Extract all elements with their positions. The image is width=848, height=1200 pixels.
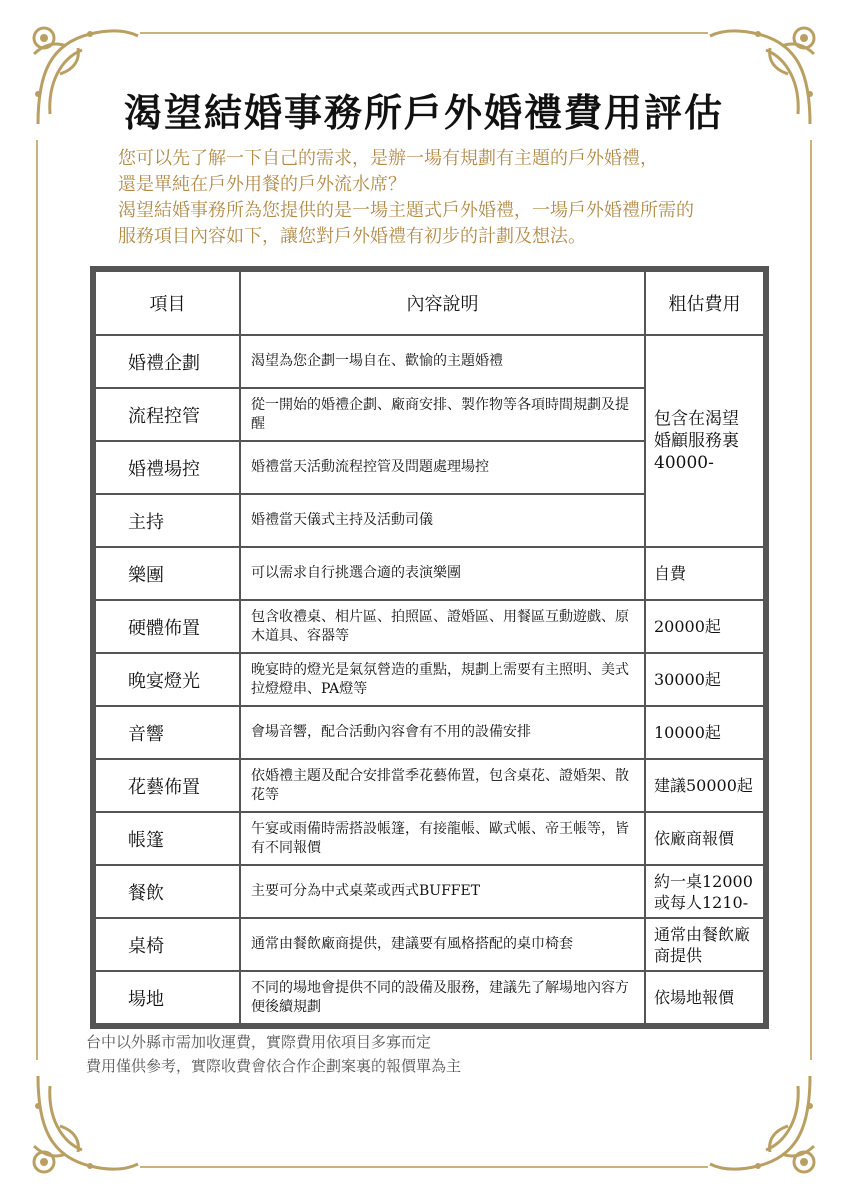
row-description: 渴望為您企劃一場自在、歡愉的主題婚禮 [240, 335, 645, 388]
row-description: 包含收禮桌、相片區、拍照區、證婚區、用餐區互動遊戲、原木道具、容器等 [240, 600, 645, 653]
row-item: 流程控管 [95, 388, 240, 441]
table-row [95, 759, 764, 812]
table-row [95, 812, 764, 865]
row-item: 晚宴燈光 [95, 653, 240, 706]
row-description: 午宴或雨備時需搭設帳篷，有接龍帳、歐式帳、帝王帳等，皆有不同報價 [240, 812, 645, 865]
row-description: 可以需求自行挑選合適的表演樂團 [240, 547, 645, 600]
row-fee: 通常由餐飲廠商提供 [645, 918, 764, 971]
footer-line: 費用僅供參考，實際收費會依合作企劃案裏的報價單為主 [86, 1057, 462, 1075]
intro-line: 還是單純在戶外用餐的戶外流水席？ [118, 174, 406, 195]
row-item: 婚禮場控 [95, 441, 240, 494]
row-description: 通常由餐飲廠商提供，建議要有風格搭配的桌巾椅套 [240, 918, 645, 971]
row-fee: 建議50000起 [645, 759, 764, 812]
frame-right-line [810, 140, 812, 1060]
row-description: 婚禮當天活動流程控管及問題處理場控 [240, 441, 645, 494]
row-description: 會場音響，配合活動內容會有不用的設備安排 [240, 706, 645, 759]
intro-line: 服務項目內容如下，讓您對戶外婚禮有初步的計劃及想法。 [118, 226, 586, 247]
row-description: 晚宴時的燈光是氣氛營造的重點，規劃上需要有主照明、美式拉燈燈串、PA燈等 [240, 653, 645, 706]
page-title: 渴望結婚事務所戶外婚禮費用評估 [123, 90, 724, 135]
table-row [95, 971, 764, 1024]
row-description: 婚禮當天儀式主持及活動司儀 [240, 494, 645, 547]
fee-table [90, 266, 769, 1029]
row-item: 帳篷 [95, 812, 240, 865]
table-header-row [95, 271, 764, 335]
footer-line: 台中以外縣市需加收運費，實際費用依項目多寡而定 [86, 1033, 432, 1051]
row-description: 主要可分為中式桌菜或西式BUFFET [240, 865, 645, 918]
row-item: 音響 [95, 706, 240, 759]
ornament-corner-bottom-right-icon [708, 1066, 828, 1186]
row-item: 樂團 [95, 547, 240, 600]
footer-notes [86, 1030, 461, 1078]
row-item: 餐飲 [95, 865, 240, 918]
table-row [95, 865, 764, 918]
table-row [95, 335, 764, 388]
row-description: 從一開始的婚禮企劃、廠商安排、製作物等各項時間規劃及提醒 [240, 388, 645, 441]
ornament-corner-bottom-left-icon [20, 1066, 140, 1186]
row-description: 不同的場地會提供不同的設備及服務，建議先了解場地內容方便後續規劃 [240, 971, 645, 1024]
frame-bottom-line [140, 1166, 708, 1168]
table-row [95, 600, 764, 653]
header-description: 內容說明 [240, 271, 645, 335]
row-fee: 依廠商報價 [645, 812, 764, 865]
header-item: 項目 [95, 271, 240, 335]
row-item: 花藝佈置 [95, 759, 240, 812]
row-fee: 10000起 [645, 706, 764, 759]
header-fee: 粗估費用 [645, 271, 764, 335]
intro-text [118, 146, 778, 250]
table-row [95, 706, 764, 759]
row-item: 婚禮企劃 [95, 335, 240, 388]
intro-line: 您可以先了解一下自己的需求，是辦一場有規劃有主題的戶外婚禮， [118, 148, 658, 169]
table-row [95, 918, 764, 971]
intro-line: 渴望結婚事務所為您提供的是一場主題式戶外婚禮，一場戶外婚禮所需的 [118, 200, 694, 221]
row-item: 場地 [95, 971, 240, 1024]
row-fee: 約一桌12000或每人1210- [645, 865, 764, 918]
table-row [95, 653, 764, 706]
table-row [95, 547, 764, 600]
row-item: 硬體佈置 [95, 600, 240, 653]
row-description: 依婚禮主題及配合安排當季花藝佈置，包含桌花、證婚架、散花等 [240, 759, 645, 812]
row-item: 主持 [95, 494, 240, 547]
row-fee: 自費 [645, 547, 764, 600]
row-fee: 30000起 [645, 653, 764, 706]
frame-left-line [36, 140, 38, 1060]
row-fee: 20000起 [645, 600, 764, 653]
row-fee-merged: 包含在渴望婚顧服務裏40000- [645, 335, 764, 547]
row-fee: 依場地報價 [645, 971, 764, 1024]
frame-top-line [140, 32, 708, 34]
row-item: 桌椅 [95, 918, 240, 971]
